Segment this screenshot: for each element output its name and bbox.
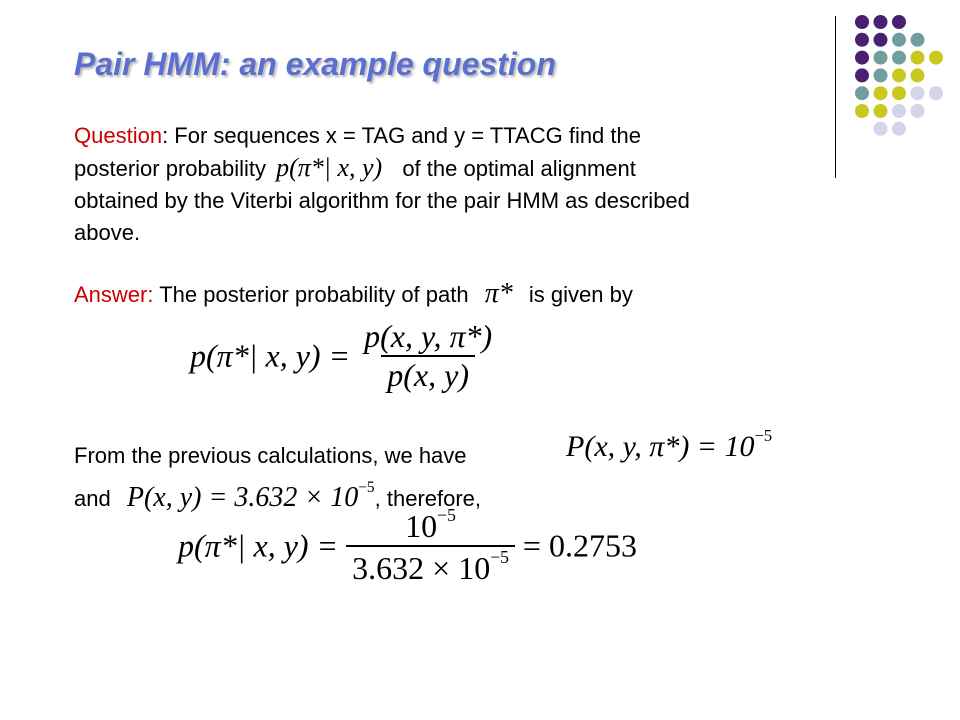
calc-line2-pre: and [74, 485, 111, 511]
joint-probability-formula [566, 426, 772, 464]
decorative-dot [892, 68, 906, 82]
decorative-dot [911, 68, 925, 82]
answer-text-post: is given by [528, 282, 633, 307]
question-line2-post: of the optimal alignment [402, 156, 636, 181]
decorative-dot [929, 51, 943, 65]
decorative-dot [911, 33, 925, 47]
decorative-dot [892, 15, 906, 29]
marginal-exponent: −5 [358, 479, 375, 496]
decorative-dot [855, 68, 869, 82]
decorative-dot [911, 104, 925, 118]
question-line3: obtained by the Viterbi algorithm for the pair HMM as described [74, 188, 690, 213]
decorative-dot [892, 51, 906, 65]
decorative-dot [855, 86, 869, 100]
decorative-dot [855, 15, 869, 29]
question-line2-pre: posterior probability [74, 156, 266, 181]
decorative-dot [874, 15, 888, 29]
calc-line1: From the previous calculations, we have [74, 443, 467, 468]
decorative-dot [874, 51, 888, 65]
decorative-dot [892, 104, 906, 118]
slide-title: Pair HMM: an example question [74, 46, 556, 82]
result-fraction [346, 505, 515, 587]
result-denominator [346, 545, 515, 587]
result-equation [178, 505, 637, 587]
decorative-dot [874, 122, 888, 136]
decorative-dot [892, 122, 906, 136]
divider-line [835, 16, 836, 178]
definition-lhs: p(π*| x, y) = [190, 337, 351, 374]
posterior-inline-formula: p(π*| x, y) [276, 153, 383, 182]
decorative-dot [892, 86, 906, 100]
decorative-dot [855, 104, 869, 118]
calc-line2-post: , therefore, [374, 485, 482, 511]
answer-paragraph [74, 278, 633, 311]
answer-text-pre: The posterior probability of path [153, 282, 469, 307]
result-num-exp: −5 [437, 505, 456, 525]
decorative-dot [892, 33, 906, 47]
question-line4: above. [74, 220, 141, 245]
definition-equation [190, 318, 498, 394]
decorative-dot [855, 51, 869, 65]
result-lhs: p(π*| x, y) = [178, 527, 339, 564]
result-den-base: 3.632 × 10 [352, 549, 491, 586]
question-label: Question [74, 123, 163, 148]
result-numerator [399, 505, 462, 545]
decorative-dot [874, 104, 888, 118]
decorative-dot [911, 86, 925, 100]
definition-denominator: p(x, y) [381, 355, 475, 394]
decorative-dot [874, 68, 888, 82]
joint-exponent: −5 [754, 426, 773, 445]
decorative-dot [929, 86, 943, 100]
result-num-base: 10 [405, 507, 438, 544]
result-den-exp: −5 [490, 546, 509, 567]
joint-lhs: P(x, y, π*) = 10 [566, 429, 755, 463]
decorative-dot [855, 33, 869, 47]
decorative-dot [911, 51, 925, 65]
question-paragraph [74, 120, 690, 249]
decorative-dot [874, 86, 888, 100]
result-value: = 0.2753 [522, 527, 637, 564]
pi-star-formula: π* [484, 278, 513, 309]
decorative-dot [874, 33, 888, 47]
answer-label: Answer: [74, 282, 154, 307]
question-line1: : For sequences x = TAG and y = TTACG find the [162, 123, 641, 148]
marginal-lhs: P(x, y) = 3.632 × 10 [126, 481, 359, 513]
definition-fraction [358, 318, 498, 394]
definition-numerator: p(x, y, π*) [364, 318, 493, 354]
